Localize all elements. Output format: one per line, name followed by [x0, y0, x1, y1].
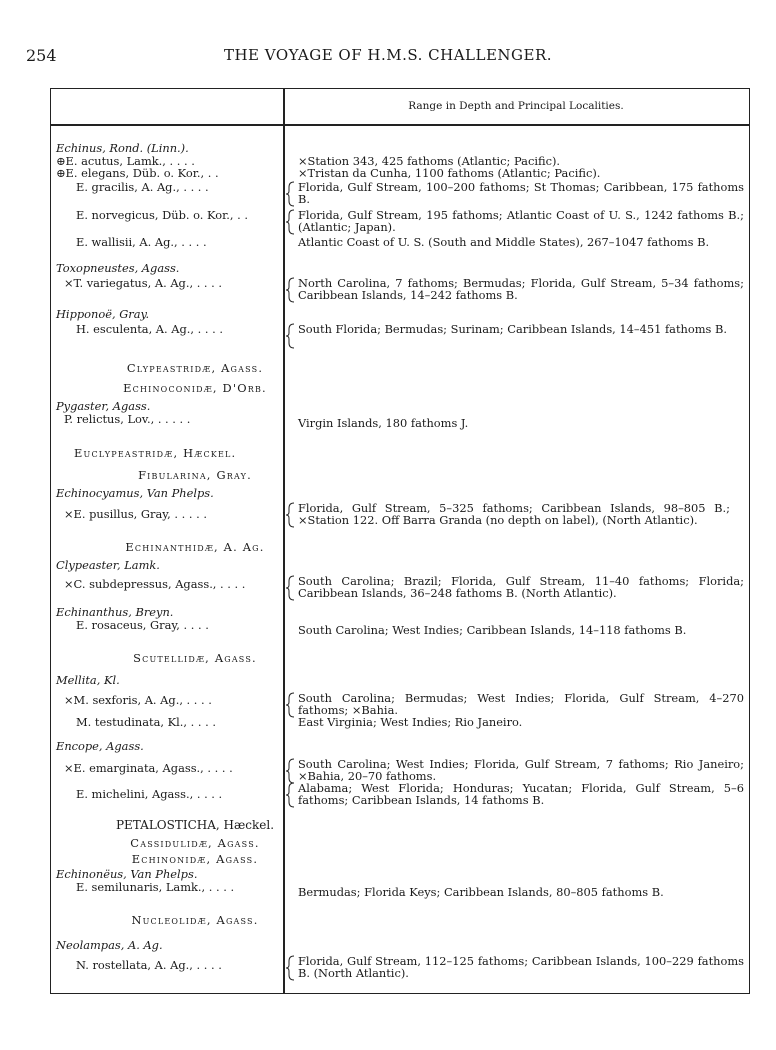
brace-mark: [286, 277, 296, 303]
subfamily-heading: Echinonidæ, Agass.: [131, 852, 259, 866]
order-heading: PETALOSTICHA, Hæckel.: [115, 818, 275, 832]
genus-name: Hipponoë, Gray.: [56, 307, 150, 321]
family-heading: Euclypeastridæ, Hæckel.: [74, 446, 237, 460]
species-name: H. esculenta, A. Ag., . . . .: [76, 322, 223, 336]
range-text: Bermudas; Florida Keys; Caribbean Islands, 80–805 fathoms B.: [298, 885, 664, 899]
page-number: 254: [26, 46, 57, 65]
genus-name: Echinus, Rond. (Linn.).: [56, 141, 189, 155]
family-heading: Cassidulidæ, Agass.: [130, 836, 260, 850]
range-text: Florida, Gulf Stream, 195 fathoms; Atlantic Coast of U. S., 1242 fathoms B.; (Atlantic; Japan).: [298, 208, 744, 234]
genus-name: Mellita, Kl.: [56, 673, 120, 687]
species-name: ×C. subdepressus, Agass., . . . .: [64, 577, 246, 591]
range-text: ×Tristan da Cunha, 1100 fathoms (Atlantic; Pacific).: [298, 166, 601, 180]
species-name: E. norvegicus, Düb. o. Kor., . .: [76, 208, 248, 222]
brace-mark: [286, 181, 296, 207]
subfamily-heading: Echinoconidæ, D'Orb.: [123, 381, 267, 395]
species-name: N. rostellata, A. Ag., . . . .: [76, 958, 222, 972]
family-heading: Nucleolidæ, Agass.: [131, 913, 259, 927]
range-column-header: Range in Depth and Principal Localities.: [408, 100, 624, 112]
range-text: Alabama; West Florida; Honduras; Yucatan; Florida, Gulf Stream, 5–6 fathoms; Caribbean Islands, 14 fathoms B.: [298, 781, 744, 807]
genus-name: Echinanthus, Breyn.: [56, 605, 174, 619]
brace-mark: [286, 692, 296, 718]
brace-mark: [286, 782, 296, 808]
genus-name: Encope, Agass.: [56, 739, 144, 753]
species-name: ⊕E. acutus, Lamk., . . . .: [56, 154, 195, 168]
range-text: South Carolina; Brazil; Florida, Gulf Stream, 11–40 fathoms; Florida; Caribbean Islands, 36–248 fathoms B. (North Atlantic).: [298, 574, 744, 600]
genus-name: Neolampas, A. Ag.: [56, 938, 163, 952]
brace-mark: [286, 502, 296, 528]
brace-mark: [286, 955, 296, 981]
range-text: ×Station 343, 425 fathoms (Atlantic; Pacific).: [298, 154, 561, 168]
page-header: [0, 46, 776, 72]
family-heading: Scutellidæ, Agass.: [133, 651, 257, 665]
family-heading: Echinanthidæ, A. Ag.: [125, 540, 265, 554]
genus-name: Clypeaster, Lamk.: [56, 558, 160, 572]
brace-mark: [286, 323, 296, 349]
genus-name: Echinocyamus, Van Phelps.: [56, 486, 214, 500]
range-text: Florida, Gulf Stream, 5–325 fathoms; Caribbean Islands, 98–805 B.; ×Station 122. Off Barra Granda (no depth on label), (North Atlantic).: [298, 501, 730, 527]
range-text: North Carolina, 7 fathoms; Bermudas; Florida, Gulf Stream, 5–34 fathoms; Caribbean Islands, 14–242 fathoms B.: [298, 276, 744, 302]
subfamily-heading: Fibularina, Gray.: [138, 468, 252, 482]
species-name: E. semilunaris, Lamk., . . . .: [76, 880, 235, 894]
species-name: ×E. emarginata, Agass., . . . .: [64, 761, 233, 775]
species-name: ×M. sexforis, A. Ag., . . . .: [64, 693, 212, 707]
species-name: E. wallisii, A. Ag., . . . .: [76, 235, 207, 249]
range-text: East Virginia; West Indies; Rio Janeiro.: [298, 715, 523, 729]
species-name: M. testudinata, Kl., . . . .: [76, 715, 217, 729]
species-name: ⊕E. elegans, Düb. o. Kor., . .: [56, 166, 219, 180]
genus-name: Pygaster, Agass.: [56, 399, 151, 413]
range-text: Florida, Gulf Stream, 100–200 fathoms; St Thomas; Caribbean, 175 fathoms B.: [298, 180, 744, 206]
genus-name: Toxopneustes, Agass.: [56, 261, 180, 275]
range-text: South Carolina; West Indies; Florida, Gulf Stream, 7 fathoms; Rio Janeiro; ×Bahia, 20–70 fathoms.: [298, 757, 744, 783]
range-text: South Carolina; West Indies; Caribbean Islands, 14–118 fathoms B.: [298, 623, 687, 637]
brace-mark: [286, 575, 296, 601]
species-name: E. michelini, Agass., . . . .: [76, 787, 223, 801]
species-name: E. gracilis, A. Ag., . . . .: [76, 180, 209, 194]
brace-mark: [286, 209, 296, 235]
range-text: South Carolina; Bermudas; West Indies; Florida, Gulf Stream, 4–270 fathoms; ×Bahia.: [298, 691, 744, 717]
genus-name: Echinonëus, Van Phelps.: [56, 867, 198, 881]
species-name: ×E. pusillus, Gray, . . . . .: [64, 507, 208, 521]
species-name: E. rosaceus, Gray, . . . .: [76, 618, 209, 632]
range-text: Florida, Gulf Stream, 112–125 fathoms; Caribbean Islands, 100–229 fathoms B. (North Atlantic).: [298, 954, 744, 980]
family-heading: Clypeastridæ, Agass.: [126, 361, 264, 375]
range-text: Virgin Islands, 180 fathoms J.: [298, 416, 469, 430]
running-title: THE VOYAGE OF H.M.S. CHALLENGER.: [223, 46, 553, 64]
range-text: Atlantic Coast of U. S. (South and Middle States), 267–1047 fathoms B.: [298, 235, 710, 249]
range-text: South Florida; Bermudas; Surinam; Caribbean Islands, 14–451 fathoms B.: [298, 322, 728, 336]
header-rule: [50, 124, 750, 126]
species-name: ×T. variegatus, A. Ag., . . . .: [64, 276, 223, 290]
brace-mark: [286, 758, 296, 784]
species-name: P. relictus, Lov., . . . . .: [64, 412, 191, 426]
